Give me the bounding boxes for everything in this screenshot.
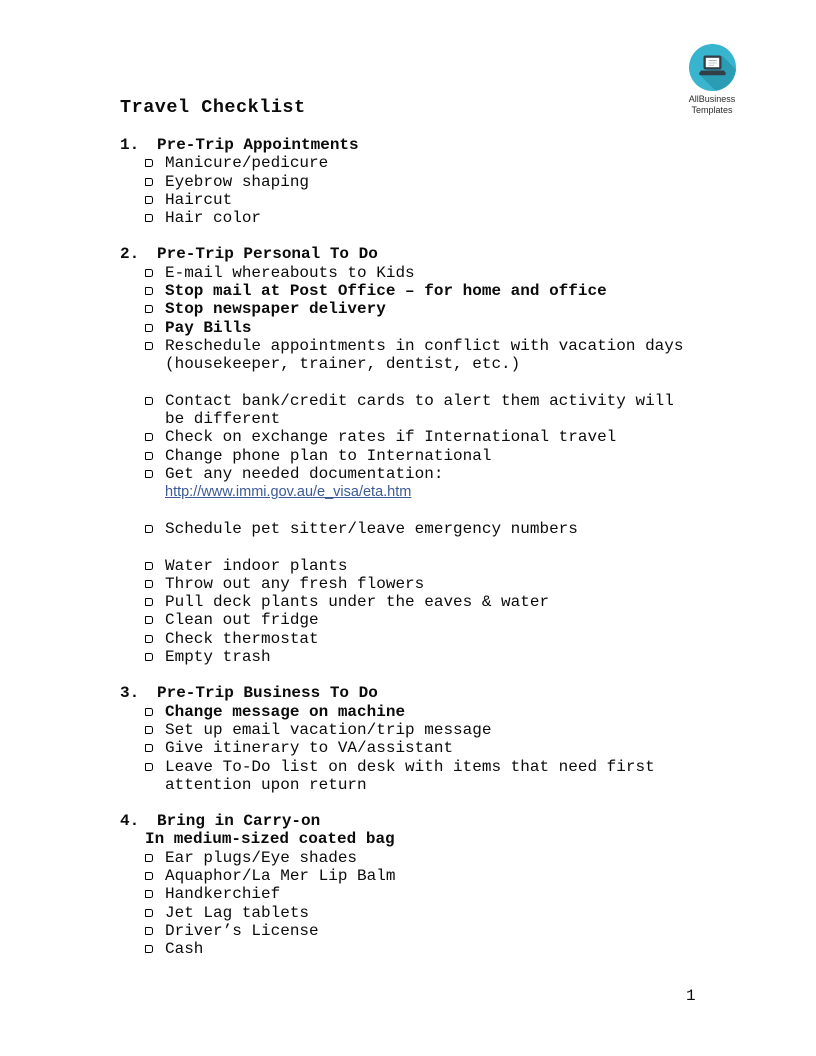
item-text bbox=[165, 557, 756, 575]
checklist-item bbox=[145, 648, 756, 666]
item-text-line: Pull deck plants under the eaves & water bbox=[165, 593, 550, 612]
section-heading bbox=[120, 812, 756, 830]
checkbox-icon bbox=[145, 214, 153, 222]
item-text bbox=[165, 867, 756, 885]
checklist-item bbox=[145, 282, 756, 300]
item-text-line: Schedule pet sitter/leave emergency numbers bbox=[165, 519, 578, 538]
checkbox-icon bbox=[145, 708, 153, 716]
section-subtitle: In medium-sized coated bag bbox=[145, 830, 395, 849]
item-text bbox=[165, 849, 756, 867]
checklist-item bbox=[145, 611, 756, 629]
checklist-item bbox=[145, 465, 756, 502]
item-text-line: Check on exchange rates if International travel bbox=[165, 428, 617, 447]
item-text-line: Stop newspaper delivery bbox=[165, 300, 386, 319]
item-text bbox=[165, 300, 756, 318]
item-text bbox=[165, 392, 756, 429]
item-text bbox=[165, 520, 756, 538]
item-text-line: E-mail whereabouts to Kids bbox=[165, 263, 415, 282]
checklist-item bbox=[145, 264, 756, 282]
section-number: 4. bbox=[120, 812, 140, 831]
checkbox-icon bbox=[145, 580, 153, 588]
item-text bbox=[165, 447, 756, 465]
laptop-icon bbox=[689, 44, 736, 91]
item-hyperlink[interactable]: http://www.immi.gov.au/e_visa/eta.htm bbox=[165, 484, 412, 501]
item-link-line bbox=[165, 483, 756, 501]
logo-text-line1: AllBusiness bbox=[688, 94, 736, 105]
checkbox-icon bbox=[145, 854, 153, 862]
section-heading bbox=[120, 684, 756, 702]
item-text-line: Check thermostat bbox=[165, 629, 319, 648]
checklist-item bbox=[145, 593, 756, 611]
section-heading bbox=[120, 136, 756, 154]
checkbox-icon bbox=[145, 744, 153, 752]
item-text-line: Leave To-Do list on desk with items that need first bbox=[165, 757, 655, 776]
item-text-line: Eyebrow shaping bbox=[165, 172, 310, 191]
checklist-item bbox=[145, 173, 756, 191]
checklist-item bbox=[145, 209, 756, 227]
item-text-line: be different bbox=[165, 410, 281, 429]
item-text bbox=[165, 940, 756, 958]
line-gap bbox=[120, 374, 756, 392]
checklist-item bbox=[145, 447, 756, 465]
checklist-item bbox=[145, 922, 756, 940]
checklist-item bbox=[145, 392, 756, 429]
section-number: 3. bbox=[120, 684, 140, 703]
item-text bbox=[165, 191, 756, 209]
checkbox-icon bbox=[145, 562, 153, 570]
item-text bbox=[165, 209, 756, 227]
item-text bbox=[165, 173, 756, 191]
checklist-item bbox=[145, 191, 756, 209]
section-title: Pre-Trip Personal To Do bbox=[157, 245, 378, 264]
item-text bbox=[165, 611, 756, 629]
item-text bbox=[165, 885, 756, 903]
item-text-line: Hair color bbox=[165, 209, 262, 228]
item-text bbox=[165, 721, 756, 739]
item-text bbox=[165, 593, 756, 611]
item-text-line: Reschedule appointments in conflict with vacation days bbox=[165, 336, 684, 355]
checkbox-icon bbox=[145, 196, 153, 204]
checkbox-icon bbox=[145, 945, 153, 953]
section-heading bbox=[120, 245, 756, 263]
checklist-item bbox=[145, 721, 756, 739]
section-title: Bring in Carry-on bbox=[157, 812, 321, 831]
item-text-line: Change message on machine bbox=[165, 702, 406, 721]
checklist-item bbox=[145, 739, 756, 757]
checklist-item bbox=[145, 520, 756, 538]
section-1 bbox=[120, 136, 756, 227]
item-text bbox=[165, 154, 756, 172]
checklist-item bbox=[145, 758, 756, 795]
item-text-line: (housekeeper, trainer, dentist, etc.) bbox=[165, 355, 521, 374]
checkbox-icon bbox=[145, 287, 153, 295]
item-text bbox=[165, 630, 756, 648]
checkbox-icon bbox=[145, 927, 153, 935]
item-text bbox=[165, 703, 756, 721]
checklist-item bbox=[145, 154, 756, 172]
item-text-line: Give itinerary to VA/assistant bbox=[165, 739, 454, 758]
checklist-item bbox=[145, 630, 756, 648]
item-text-line: Pay Bills bbox=[165, 318, 252, 337]
item-text-line: Contact bank/credit cards to alert them activity will bbox=[165, 391, 674, 410]
item-text bbox=[165, 739, 756, 757]
checkbox-icon bbox=[145, 616, 153, 624]
section-title: Pre-Trip Business To Do bbox=[157, 684, 378, 703]
item-text-line: attention upon return bbox=[165, 775, 367, 794]
item-text-line: Ear plugs/Eye shades bbox=[165, 848, 358, 867]
line-gap bbox=[120, 502, 756, 520]
checkbox-icon bbox=[145, 433, 153, 441]
section-number: 1. bbox=[120, 136, 140, 154]
item-text-line: Aquaphor/La Mer Lip Balm bbox=[165, 866, 396, 885]
section-3 bbox=[120, 684, 756, 794]
item-text bbox=[165, 282, 756, 300]
checklist-item bbox=[145, 557, 756, 575]
item-text bbox=[165, 904, 756, 922]
checklist-item bbox=[145, 575, 756, 593]
checklist-sections bbox=[120, 136, 756, 958]
checkbox-icon bbox=[145, 342, 153, 350]
section-title: Pre-Trip Appointments bbox=[157, 136, 359, 154]
item-text bbox=[165, 428, 756, 446]
checkbox-icon bbox=[145, 635, 153, 643]
item-text-line: Get any needed documentation: bbox=[165, 465, 444, 484]
section-number: 2. bbox=[120, 245, 140, 264]
checkbox-icon bbox=[145, 525, 153, 533]
checklist-item bbox=[145, 703, 756, 721]
item-text bbox=[165, 575, 756, 593]
item-text-line: Set up email vacation/trip message bbox=[165, 720, 492, 739]
item-text-line: Stop mail at Post Office – for home and office bbox=[165, 282, 607, 301]
checklist-item bbox=[145, 319, 756, 337]
page-number: 1 bbox=[686, 987, 696, 1005]
item-text-line: Cash bbox=[165, 940, 204, 959]
checklist-item bbox=[145, 300, 756, 318]
checklist-item bbox=[145, 904, 756, 922]
checkbox-icon bbox=[145, 598, 153, 606]
checkbox-icon bbox=[145, 159, 153, 167]
checklist-item bbox=[145, 849, 756, 867]
checkbox-icon bbox=[145, 909, 153, 917]
section-2 bbox=[120, 245, 756, 666]
checkbox-icon bbox=[145, 178, 153, 186]
item-text bbox=[165, 337, 756, 374]
item-text bbox=[165, 465, 756, 502]
checklist-item bbox=[145, 337, 756, 374]
checkbox-icon bbox=[145, 763, 153, 771]
checkbox-icon bbox=[145, 726, 153, 734]
checkbox-icon bbox=[145, 269, 153, 277]
checkbox-icon bbox=[145, 890, 153, 898]
line-gap bbox=[120, 538, 756, 556]
logo-text-line2: Templates bbox=[691, 104, 733, 115]
checkbox-icon bbox=[145, 872, 153, 880]
item-text-line: Water indoor plants bbox=[165, 556, 348, 575]
item-text-line: Handkerchief bbox=[165, 885, 281, 904]
item-text-line: Empty trash bbox=[165, 648, 271, 667]
checklist-item bbox=[145, 428, 756, 446]
item-text bbox=[165, 319, 756, 337]
item-text bbox=[165, 264, 756, 282]
item-text-line: Clean out fridge bbox=[165, 611, 319, 630]
checkbox-icon bbox=[145, 324, 153, 332]
document-content bbox=[120, 97, 756, 958]
checkbox-icon bbox=[145, 305, 153, 313]
item-text bbox=[165, 648, 756, 666]
item-text-line: Throw out any fresh flowers bbox=[165, 574, 425, 593]
checkbox-icon bbox=[145, 470, 153, 478]
item-text-line: Jet Lag tablets bbox=[165, 903, 310, 922]
checklist-item bbox=[145, 867, 756, 885]
item-text-line: Manicure/pedicure bbox=[165, 154, 329, 173]
item-text-line: Change phone plan to International bbox=[165, 446, 492, 465]
item-text bbox=[165, 758, 756, 795]
section-4 bbox=[120, 812, 756, 958]
checklist-item bbox=[145, 885, 756, 903]
item-text bbox=[165, 922, 756, 940]
document-title: Travel Checklist bbox=[120, 97, 306, 118]
checkbox-icon bbox=[145, 452, 153, 460]
item-text-line: Driver’s License bbox=[165, 921, 319, 940]
item-text-line: Haircut bbox=[165, 190, 233, 209]
checkbox-icon bbox=[145, 397, 153, 405]
checklist-item bbox=[145, 940, 756, 958]
checkbox-icon bbox=[145, 653, 153, 661]
